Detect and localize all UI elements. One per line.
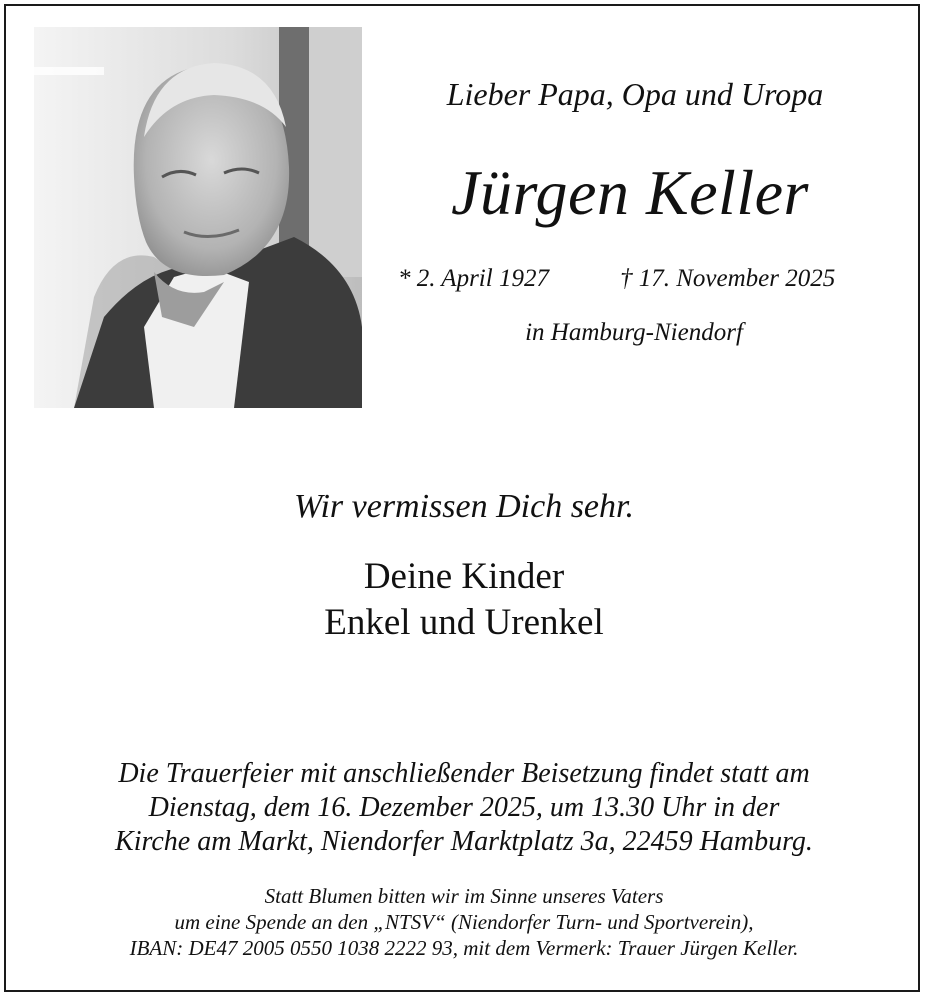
- deceased-name: Jürgen Keller: [451, 157, 809, 228]
- service-info-line: Dienstag, dem 16. Dezember 2025, um 13.30 Uhr in der: [148, 792, 780, 823]
- service-info-line: Kirche am Markt, Niendorfer Marktplatz 3a, 22459 Hamburg.: [115, 826, 813, 857]
- birth-date: * 2. April 1927: [398, 265, 549, 292]
- donation-info-line: Statt Blumen bitten wir im Sinne unseres Vaters: [264, 884, 664, 908]
- signature-line: Deine Kinder: [363, 556, 565, 597]
- death-date: † 17. November 2025: [620, 265, 836, 292]
- portrait-photo: [34, 27, 362, 408]
- service-info-line: Die Trauerfeier mit anschließender Beisetzung findet statt am: [118, 758, 810, 789]
- donation-info-line: um eine Spende an den „NTSV“ (Niendorfer Turn- und Sportverein),: [174, 910, 754, 934]
- place-of-death: in Hamburg-Niendorf: [525, 319, 743, 346]
- donation-info-line: IBAN: DE47 2005 0550 1038 2222 93, mit dem Vermerk: Trauer Jürgen Keller.: [129, 936, 799, 960]
- signature-line: Enkel und Urenkel: [324, 602, 604, 643]
- farewell-line: Wir vermissen Dich sehr.: [294, 488, 634, 525]
- salutation: Lieber Papa, Opa und Uropa: [446, 76, 824, 112]
